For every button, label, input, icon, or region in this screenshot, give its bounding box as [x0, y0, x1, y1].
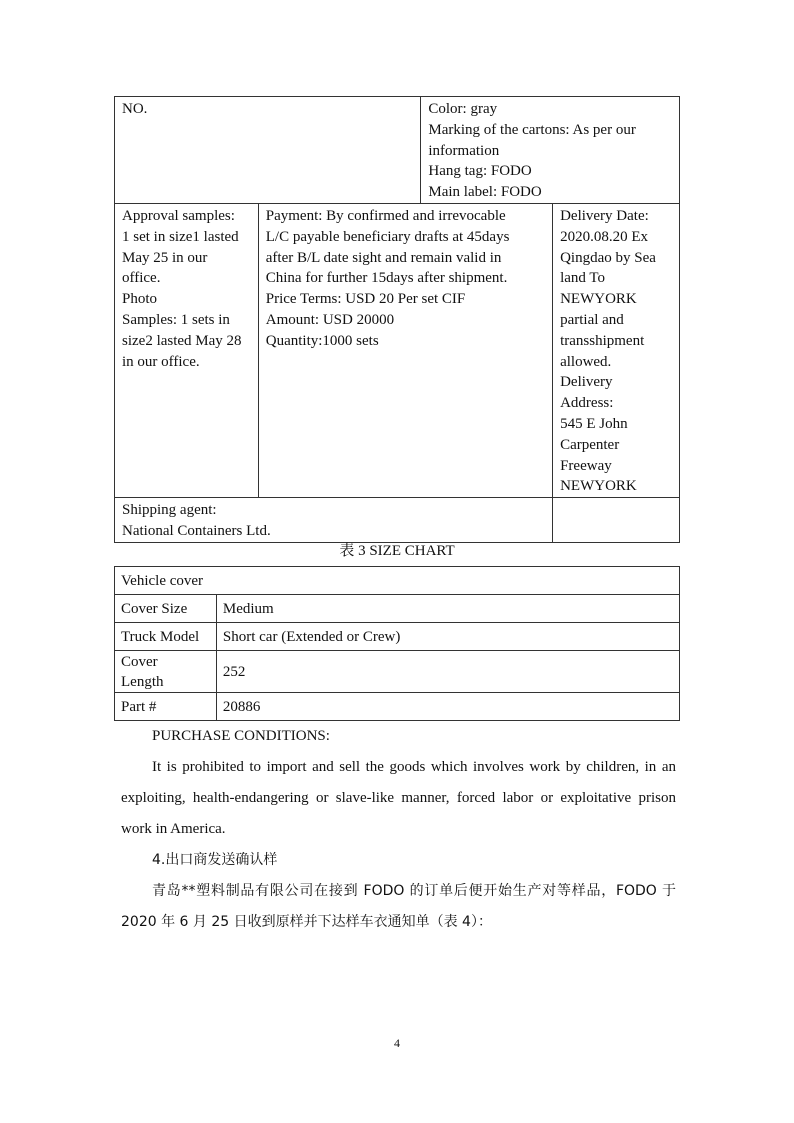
empty-cell: [553, 498, 680, 543]
order-no-cell: [115, 97, 421, 204]
payment-line: China for further 15days after shipment.: [265, 270, 508, 287]
order-details-table: [114, 96, 680, 543]
row-value: Medium: [216, 595, 679, 623]
delivery-line: 545 E John: [560, 415, 628, 432]
size-chart-caption: 表 3 SIZE CHART: [339, 543, 455, 559]
row-label-line: Cover: [121, 653, 158, 670]
delivery-line: Delivery: [560, 374, 613, 391]
delivery-line: Delivery Date:: [560, 207, 649, 224]
size-chart-title: Vehicle cover: [115, 567, 680, 595]
shipping-agent-cell: [115, 498, 553, 543]
row-label: Truck Model: [115, 623, 217, 651]
row-label: Cover Size: [115, 595, 217, 623]
row-value: Short car (Extended or Crew): [216, 623, 679, 651]
approval-line: 1 set in size1 lasted: [122, 228, 239, 245]
row-value: 252: [216, 651, 679, 693]
payment-line: L/C payable beneficiary drafts at 45days: [265, 228, 510, 245]
delivery-line: land To: [560, 270, 605, 287]
product-details-cell: [421, 97, 680, 204]
purchase-conditions-paragraph: It is prohibited to import and sell the goods which involves work by children, in an exploiting, health-endangering or slave-like manner, forced labor or exploitative prison work in America.: [121, 759, 676, 837]
delivery-line: 2020.08.20 Ex: [560, 228, 648, 245]
delivery-line: allowed.: [560, 353, 612, 370]
delivery-line: Freeway: [560, 457, 612, 474]
shipping-line: Shipping agent:: [122, 502, 217, 519]
size-chart-table: [114, 566, 680, 721]
details-line: Hang tag: FODO: [428, 163, 532, 180]
approval-line: Samples: 1 sets in: [122, 311, 230, 328]
table-row: [115, 651, 680, 693]
approval-line: Approval samples:: [122, 207, 235, 224]
order-no-label: NO.: [122, 101, 148, 117]
approval-line: size2 lasted May 28: [122, 332, 242, 349]
approval-samples-cell: [115, 203, 259, 497]
row-label-line: Length: [121, 673, 164, 690]
details-line: Color: gray: [428, 101, 498, 117]
row-value: 20886: [216, 693, 679, 721]
delivery-line: Qingdao by Sea: [560, 249, 656, 266]
delivery-line: NEWYORK: [560, 291, 637, 308]
sample-paragraph: 青岛**塑料制品有限公司在接到 FODO 的订单后便开始生产对等样品，FODO 于 2020 年 6 月 25 日收到原样并下达样车衣通知单（表 4）：: [121, 883, 676, 930]
delivery-line: Address:: [560, 395, 614, 412]
row-label: [115, 651, 217, 693]
table-row: [115, 623, 680, 651]
approval-line: May 25 in our: [122, 249, 208, 266]
payment-terms-cell: [258, 203, 552, 497]
payment-line: Quantity:1000 sets: [265, 332, 379, 349]
row-label: Part #: [115, 693, 217, 721]
details-line: Marking of the cartons: As per our: [428, 121, 636, 138]
delivery-cell: [553, 203, 680, 497]
payment-line: after B/L date sight and remain valid in: [265, 249, 502, 266]
payment-line: Payment: By confirmed and irrevocable: [265, 207, 506, 224]
payment-line: Amount: USD 20000: [265, 311, 395, 328]
table-row: [115, 693, 680, 721]
approval-line: in our office.: [122, 353, 200, 370]
shipping-line: National Containers Ltd.: [122, 522, 271, 539]
delivery-line: Carpenter: [560, 436, 620, 453]
payment-line: Price Terms: USD 20 Per set CIF: [265, 291, 466, 308]
details-line: Main label: FODO: [428, 184, 542, 201]
delivery-line: transshipment: [560, 332, 645, 349]
approval-line: Photo: [122, 291, 158, 308]
approval-line: office.: [122, 270, 161, 287]
table-row: [115, 595, 680, 623]
purchase-conditions-heading: PURCHASE CONDITIONS:: [152, 728, 330, 744]
details-line: information: [428, 142, 500, 159]
delivery-line: NEWYORK: [560, 478, 637, 495]
delivery-line: partial and: [560, 311, 624, 328]
section-heading: 4.出口商发送确认样: [152, 852, 278, 868]
page-number: 4: [394, 1036, 400, 1050]
